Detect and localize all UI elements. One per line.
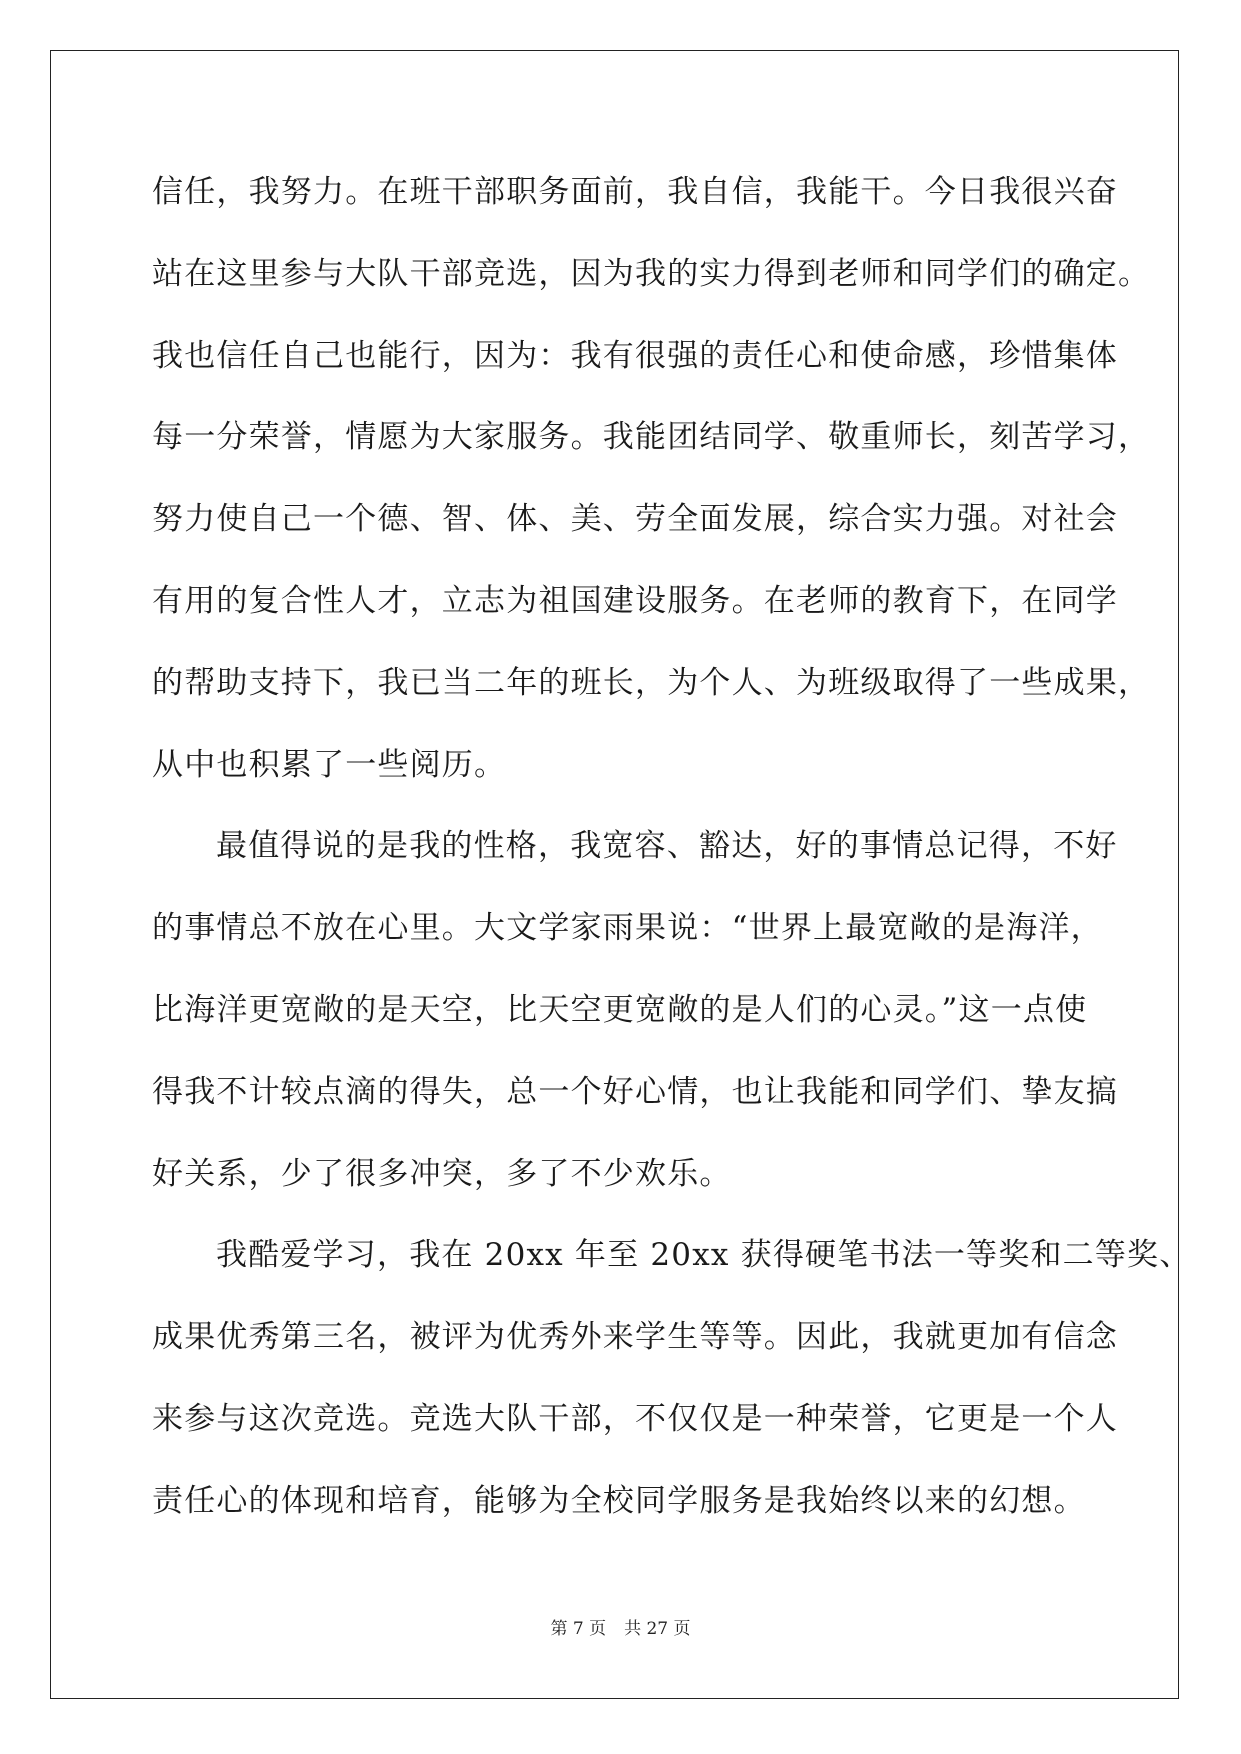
paragraph-start-line: 最值得说的是我的性格，我宽容、豁达，好的事情总记得，不好 [216, 828, 1118, 865]
page-number: 第 7 页 [550, 1619, 607, 1639]
text-line: 成果优秀第三名，被评为优秀外来学生等等。因此，我就更加有信念 [152, 1319, 1118, 1356]
text-line: 每一分荣誉，情愿为大家服务。我能团结同学、敬重师长，刻苦学习， [152, 419, 1151, 456]
paragraph-start-line: 我酷爱学习，我在 20xx 年至 20xx 获得硬笔书法一等奖和二等奖、 [216, 1237, 1192, 1274]
text-line: 责任心的体现和培育，能够为全校同学服务是我始终以来的幻想。 [152, 1482, 1086, 1519]
text-line: 努力使自己一个德、智、体、美、劳全面发展，综合实力强。对社会 [152, 501, 1118, 538]
text-line: 从中也积累了一些阅历。 [152, 746, 507, 783]
page-total: 共 27 页 [624, 1619, 691, 1639]
text-line: 比海洋更宽敞的是天空，比天空更宽敞的是人们的心灵。”这一点使 [152, 991, 1088, 1028]
text-line: 来参与这次竞选。竞选大队干部，不仅仅是一种荣誉，它更是一个人 [152, 1400, 1118, 1437]
document-body [152, 152, 1192, 1543]
text-line: 的帮助支持下，我已当二年的班长，为个人、为班级取得了一些成果， [152, 664, 1151, 701]
text-line: 得我不计较点滴的得失，总一个好心情，也让我能和同学们、挚友搞 [152, 1073, 1118, 1110]
page-footer [0, 1614, 1241, 1639]
text-line: 好关系，少了很多冲突，多了不少欢乐。 [152, 1155, 732, 1192]
text-line: 的事情总不放在心里。大文学家雨果说：“世界上最宽敞的是海洋， [152, 910, 1103, 947]
text-line: 信任，我努力。在班干部职务面前，我自信，我能干。今日我很兴奋 [152, 174, 1118, 210]
text-line: 站在这里参与大队干部竞选，因为我的实力得到老师和同学们的确定。 [152, 255, 1151, 292]
text-line: 有用的复合性人才，立志为祖国建设服务。在老师的教育下，在同学 [152, 582, 1118, 619]
text-line: 我也信任自己也能行，因为：我有很强的责任心和使命感，珍惜集体 [152, 337, 1118, 374]
